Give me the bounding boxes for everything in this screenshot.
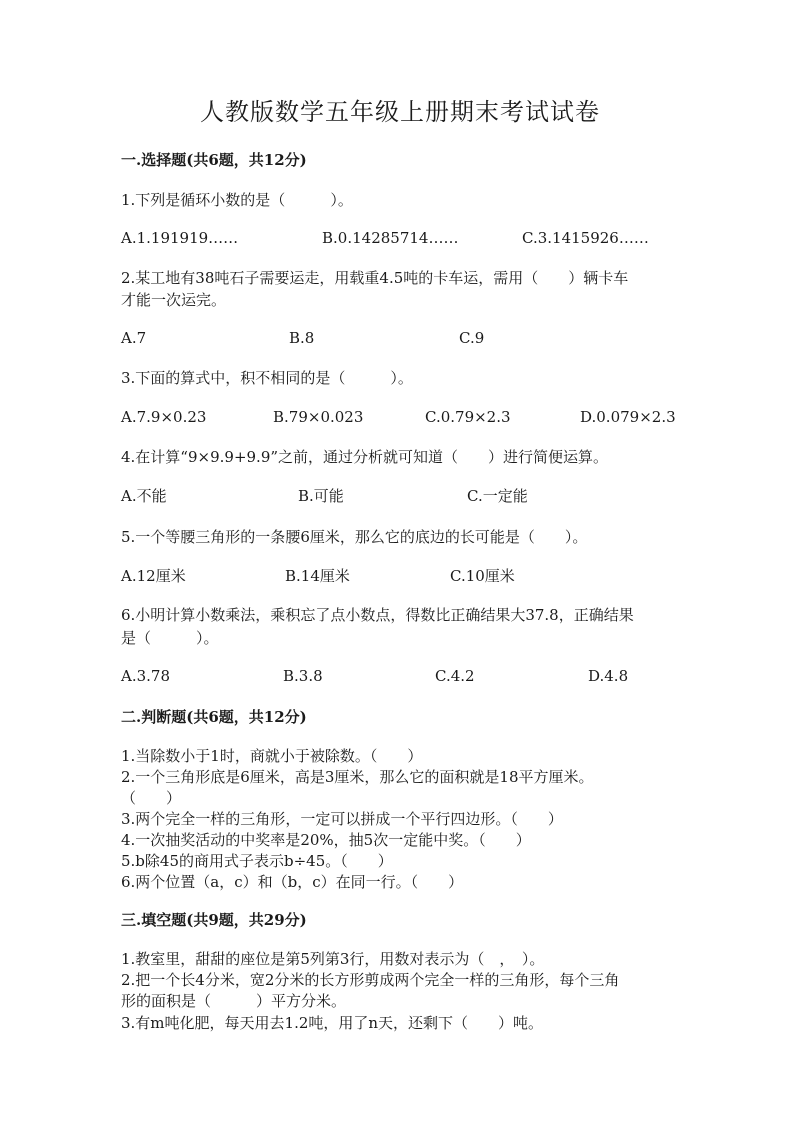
option-c: C.9	[459, 329, 485, 347]
question-text-continued: 才能一次运完。	[121, 291, 227, 309]
option-d: D.0.079×2.3	[580, 408, 676, 426]
option-a: A.7	[121, 329, 147, 347]
section-heading-fill-in: 三.填空题(共9题，共29分)	[121, 911, 307, 929]
option-b: B.3.8	[283, 667, 323, 685]
option-c: C.10厘米	[450, 567, 515, 585]
option-a: A.1.191919……	[121, 229, 239, 247]
fill-in-line: 3.有m吨化肥，每天用去1.2吨，用了n天，还剩下（ ）吨。	[121, 1014, 544, 1032]
statement-line: （ ）	[121, 789, 182, 807]
statement-line: 6.两个位置（a，c）和（b，c）在同一行。（ ）	[121, 873, 464, 891]
option-c: C.4.2	[435, 667, 475, 685]
option-c: C.0.79×2.3	[425, 408, 511, 426]
question-text: 2.某工地有38吨石子需要运走，用载重4.5吨的卡车运，需用（ ）辆卡车	[121, 269, 629, 287]
question-text: 3.下面的算式中，积不相同的是（ ）。	[121, 369, 413, 387]
page-title: 人教版数学五年级上册期末考试试卷	[200, 98, 600, 126]
fill-in-line: 1.教室里，甜甜的座位是第5列第3行，用数对表示为（ ， ）。	[121, 950, 545, 968]
option-b: B.可能	[298, 487, 344, 505]
option-a: A.不能	[121, 487, 167, 505]
statement-line: 2.一个三角形底是6厘米，高是3厘米，那么它的面积就是18平方厘米。	[121, 768, 594, 786]
option-a: A.7.9×0.23	[121, 408, 207, 426]
option-c: C.一定能	[467, 487, 528, 505]
question-text: 6.小明计算小数乘法，乘积忘了点小数点，得数比正确结果大37.8，正确结果	[121, 606, 634, 624]
option-b: B.8	[289, 329, 315, 347]
statement-line: 1.当除数小于1时，商就小于被除数。（ ）	[121, 747, 423, 765]
option-c: C.3.1415926……	[522, 229, 649, 247]
option-d: D.4.8	[588, 667, 629, 685]
fill-in-line: 2.把一个长4分米，宽2分米的长方形剪成两个完全一样的三角形，每个三角	[121, 971, 620, 989]
statement-line: 5.b除45的商用式子表示b÷45。（ ）	[121, 852, 393, 870]
question-text: 4.在计算“9×9.9+9.9”之前，通过分析就可知道（ ）进行简便运算。	[121, 448, 609, 466]
question-text-continued: 是（ ）。	[121, 629, 219, 647]
statement-line: 4.一次抽奖活动的中奖率是20%，抽5次一定能中奖。（ ）	[121, 831, 531, 849]
option-a: A.12厘米	[121, 567, 186, 585]
section-heading-true-false: 二.判断题(共6题，共12分)	[121, 708, 307, 726]
option-b: B.14厘米	[285, 567, 350, 585]
option-b: B.79×0.023	[273, 408, 364, 426]
option-a: A.3.78	[121, 667, 170, 685]
question-text: 5.一个等腰三角形的一条腰6厘米，那么它的底边的长可能是（ ）。	[121, 528, 588, 546]
question-text: 1.下列是循环小数的是（ ）。	[121, 191, 353, 209]
fill-in-line: 形的面积是（ ）平方分米。	[121, 992, 347, 1010]
statement-line: 3.两个完全一样的三角形，一定可以拼成一个平行四边形。（ ）	[121, 810, 563, 828]
option-b: B.0.14285714……	[322, 229, 459, 247]
section-heading-choice: 一.选择题(共6题，共12分)	[121, 151, 307, 169]
